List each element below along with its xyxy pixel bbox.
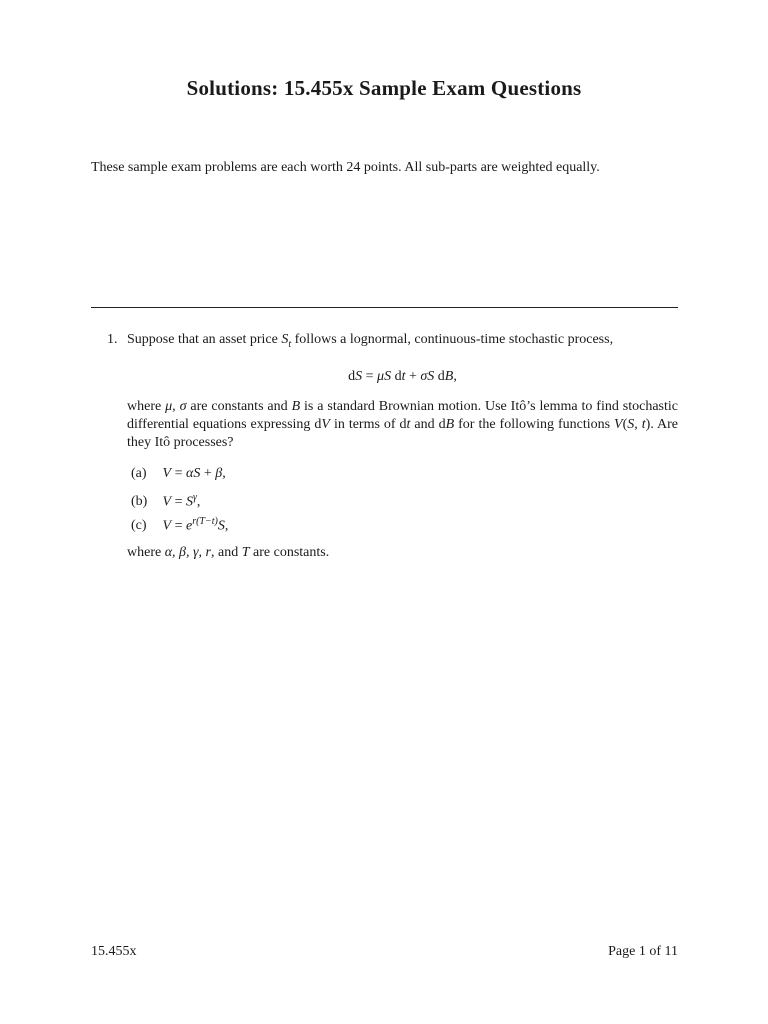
problem-closing: where α, β, γ, r, and T are constants.: [127, 544, 330, 560]
page-title: Solutions: 15.455x Sample Exam Questions: [186, 76, 582, 100]
problem-statement: Suppose that an asset price $S_t$ follows a lognormal, continuous-time stochastic process,: [127, 332, 614, 350]
intro-paragraph: These sample exam problems are each worth 24 points. All sub-parts are weighted equally.: [91, 160, 600, 175]
sde-equation: dS = μS dt + σS dB,: [348, 368, 457, 384]
sub-part-a: (a) V = αS + β,: [131, 465, 226, 481]
sub-parts-list: [131, 462, 678, 534]
horizontal-rule: [91, 307, 678, 308]
problem-1: [107, 331, 678, 562]
sub-part-b: (b) $V = S^\gamma$,: [131, 491, 201, 510]
footer-page-number: Page 1 of 11: [608, 944, 678, 959]
problem-number: 1.: [107, 332, 118, 347]
footer-course-code: 15.455x: [91, 944, 137, 959]
problem-instructions: where μ, σ are constants and B is a standard Brownian motion. Use Itô’s lemma to find stochastic differential equations expressing dV in terms of dt and dB for the following functions V(S, t). Are they Itô processes?: [127, 398, 679, 450]
sub-part-c: (c) $V = e^{r(T-t)}S$,: [131, 515, 229, 534]
